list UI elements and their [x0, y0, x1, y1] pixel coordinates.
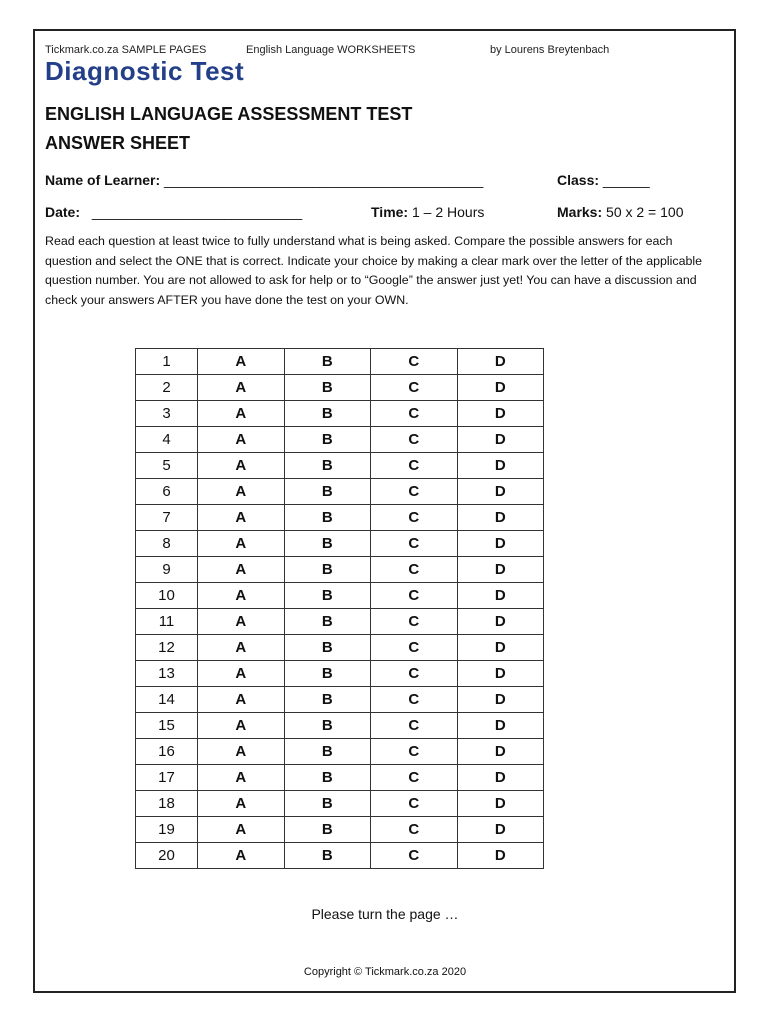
- copyright: Copyright © Tickmark.co.za 2020: [303, 966, 467, 978]
- answer-option-a[interactable]: A: [198, 817, 285, 843]
- answer-option-a[interactable]: A: [198, 791, 285, 817]
- question-number: 18: [136, 791, 198, 817]
- marks-label: Marks:: [557, 204, 603, 220]
- question-number: 10: [136, 583, 198, 609]
- answer-option-c[interactable]: C: [371, 765, 458, 791]
- answer-option-c[interactable]: C: [371, 349, 458, 375]
- answer-option-d[interactable]: D: [457, 375, 544, 401]
- question-number: 2: [136, 375, 198, 401]
- answer-option-c[interactable]: C: [371, 427, 458, 453]
- table-row: [136, 817, 544, 843]
- answer-option-c[interactable]: C: [371, 583, 458, 609]
- answer-option-d[interactable]: D: [457, 687, 544, 713]
- table-row: [136, 635, 544, 661]
- answer-option-a[interactable]: A: [198, 635, 285, 661]
- answer-option-d[interactable]: D: [457, 817, 544, 843]
- answer-option-a[interactable]: A: [198, 713, 285, 739]
- answer-option-b[interactable]: B: [284, 739, 371, 765]
- class-blank[interactable]: ______: [602, 172, 650, 188]
- page-subtitle: ANSWER SHEET: [45, 133, 191, 153]
- answer-option-a[interactable]: A: [198, 661, 285, 687]
- table-row: [136, 765, 544, 791]
- question-number: 4: [136, 427, 198, 453]
- answer-option-c[interactable]: C: [371, 609, 458, 635]
- table-row: [136, 557, 544, 583]
- question-number: 12: [136, 635, 198, 661]
- table-row: [136, 531, 544, 557]
- answer-option-d[interactable]: D: [457, 453, 544, 479]
- question-number: 3: [136, 401, 198, 427]
- name-blank[interactable]: _________________________________________: [164, 172, 484, 188]
- answer-option-b[interactable]: B: [284, 583, 371, 609]
- question-number: 7: [136, 505, 198, 531]
- answer-option-d[interactable]: D: [457, 505, 544, 531]
- date-blank[interactable]: ___________________________: [91, 204, 303, 220]
- table-row: [136, 349, 544, 375]
- answer-option-b[interactable]: B: [284, 609, 371, 635]
- question-number: 20: [136, 843, 198, 869]
- class-field[interactable]: [557, 172, 650, 188]
- answer-option-a[interactable]: A: [198, 453, 285, 479]
- answer-option-c[interactable]: C: [371, 375, 458, 401]
- class-label: Class:: [557, 172, 600, 188]
- answer-option-d[interactable]: D: [457, 401, 544, 427]
- answer-option-b[interactable]: B: [284, 349, 371, 375]
- answer-option-d[interactable]: D: [457, 739, 544, 765]
- time-label: Time:: [371, 204, 409, 220]
- answer-table-body: [136, 349, 544, 869]
- answer-option-d[interactable]: D: [457, 843, 544, 869]
- name-label: Name of Learner:: [45, 172, 161, 188]
- answer-option-a[interactable]: A: [198, 765, 285, 791]
- brand-title: Diagnostic Test: [45, 56, 245, 86]
- answer-option-b[interactable]: B: [284, 401, 371, 427]
- answer-option-d[interactable]: D: [457, 583, 544, 609]
- answer-option-b[interactable]: B: [284, 765, 371, 791]
- answer-option-b[interactable]: B: [284, 817, 371, 843]
- answer-option-b[interactable]: B: [284, 557, 371, 583]
- answer-option-d[interactable]: D: [457, 791, 544, 817]
- answer-option-c[interactable]: C: [371, 479, 458, 505]
- answer-option-a[interactable]: A: [198, 739, 285, 765]
- table-row: [136, 739, 544, 765]
- answer-option-a[interactable]: A: [198, 427, 285, 453]
- marks-field: [557, 204, 683, 220]
- answer-option-b[interactable]: B: [284, 687, 371, 713]
- answer-option-b[interactable]: B: [284, 843, 371, 869]
- answer-option-a[interactable]: A: [198, 375, 285, 401]
- question-number: 16: [136, 739, 198, 765]
- answer-option-b[interactable]: B: [284, 505, 371, 531]
- question-number: 11: [136, 609, 198, 635]
- turn-page-note: Please turn the page …: [311, 906, 459, 922]
- question-number: 19: [136, 817, 198, 843]
- question-number: 8: [136, 531, 198, 557]
- answer-option-c[interactable]: C: [371, 453, 458, 479]
- answer-option-b[interactable]: B: [284, 453, 371, 479]
- answer-option-d[interactable]: D: [457, 349, 544, 375]
- answer-option-b[interactable]: B: [284, 531, 371, 557]
- table-row: [136, 479, 544, 505]
- answer-option-a[interactable]: A: [198, 505, 285, 531]
- answer-option-a[interactable]: A: [198, 687, 285, 713]
- question-number: 9: [136, 557, 198, 583]
- table-row: [136, 687, 544, 713]
- answer-option-c[interactable]: C: [371, 531, 458, 557]
- question-number: 1: [136, 349, 198, 375]
- answer-option-c[interactable]: C: [371, 401, 458, 427]
- name-field[interactable]: [45, 172, 483, 188]
- answer-option-a[interactable]: A: [198, 401, 285, 427]
- table-row: [136, 843, 544, 869]
- table-row: [136, 661, 544, 687]
- date-field[interactable]: [45, 204, 302, 220]
- answer-option-c[interactable]: C: [371, 713, 458, 739]
- answer-option-c[interactable]: C: [371, 791, 458, 817]
- answer-option-b[interactable]: B: [284, 635, 371, 661]
- answer-option-c[interactable]: C: [371, 739, 458, 765]
- answer-option-a[interactable]: A: [198, 609, 285, 635]
- answer-option-b[interactable]: B: [284, 375, 371, 401]
- answer-option-a[interactable]: A: [198, 557, 285, 583]
- answer-option-a[interactable]: A: [198, 843, 285, 869]
- header-subject: English Language WORKSHEETS: [246, 44, 416, 56]
- time-value: 1 – 2 Hours: [411, 204, 485, 220]
- table-row: [136, 583, 544, 609]
- answer-table: [135, 348, 544, 869]
- question-number: 5: [136, 453, 198, 479]
- table-row: [136, 505, 544, 531]
- instructions: Read each question at least twice to fully understand what is being asked. Compare the possible answers for each question and select the ONE that is correct. Indicate your choice by making a clear mark over the letter of the applicable question number. You are not allowed to ask for help or to “Google” the answer just yet! You can have a discussion and check your answers AFTER you have done the test on your OWN.: [45, 234, 703, 307]
- question-number: 15: [136, 713, 198, 739]
- header-site: Tickmark.co.za SAMPLE PAGES: [45, 44, 207, 56]
- answer-option-b[interactable]: B: [284, 791, 371, 817]
- answer-option-a[interactable]: A: [198, 479, 285, 505]
- table-row: [136, 427, 544, 453]
- table-row: [136, 453, 544, 479]
- answer-option-c[interactable]: C: [371, 505, 458, 531]
- question-number: 14: [136, 687, 198, 713]
- answer-option-d[interactable]: D: [457, 479, 544, 505]
- answer-option-b[interactable]: B: [284, 713, 371, 739]
- answer-option-c[interactable]: C: [371, 557, 458, 583]
- answer-option-a[interactable]: A: [198, 583, 285, 609]
- answer-option-a[interactable]: A: [198, 531, 285, 557]
- answer-option-d[interactable]: D: [457, 427, 544, 453]
- answer-option-d[interactable]: D: [457, 635, 544, 661]
- question-number: 6: [136, 479, 198, 505]
- date-label: Date:: [45, 204, 81, 220]
- answer-option-c[interactable]: C: [371, 635, 458, 661]
- answer-option-b[interactable]: B: [284, 479, 371, 505]
- answer-option-d[interactable]: D: [457, 661, 544, 687]
- answer-option-c[interactable]: C: [371, 843, 458, 869]
- table-row: [136, 791, 544, 817]
- marks-value: 50 x 2 = 100: [606, 204, 684, 220]
- answer-option-c[interactable]: C: [371, 687, 458, 713]
- answer-option-c[interactable]: C: [371, 661, 458, 687]
- table-row: [136, 713, 544, 739]
- answer-option-a[interactable]: A: [198, 349, 285, 375]
- table-row: [136, 375, 544, 401]
- answer-option-d[interactable]: D: [457, 609, 544, 635]
- answer-option-d[interactable]: D: [457, 765, 544, 791]
- answer-option-d[interactable]: D: [457, 713, 544, 739]
- answer-option-b[interactable]: B: [284, 427, 371, 453]
- answer-option-b[interactable]: B: [284, 661, 371, 687]
- question-number: 13: [136, 661, 198, 687]
- table-row: [136, 609, 544, 635]
- time-field: [371, 204, 484, 220]
- header-author: by Lourens Breytenbach: [490, 44, 610, 56]
- answer-option-d[interactable]: D: [457, 557, 544, 583]
- question-number: 17: [136, 765, 198, 791]
- answer-option-c[interactable]: C: [371, 817, 458, 843]
- answer-option-d[interactable]: D: [457, 531, 544, 557]
- page-title: ENGLISH LANGUAGE ASSESSMENT TEST: [45, 104, 413, 124]
- table-row: [136, 401, 544, 427]
